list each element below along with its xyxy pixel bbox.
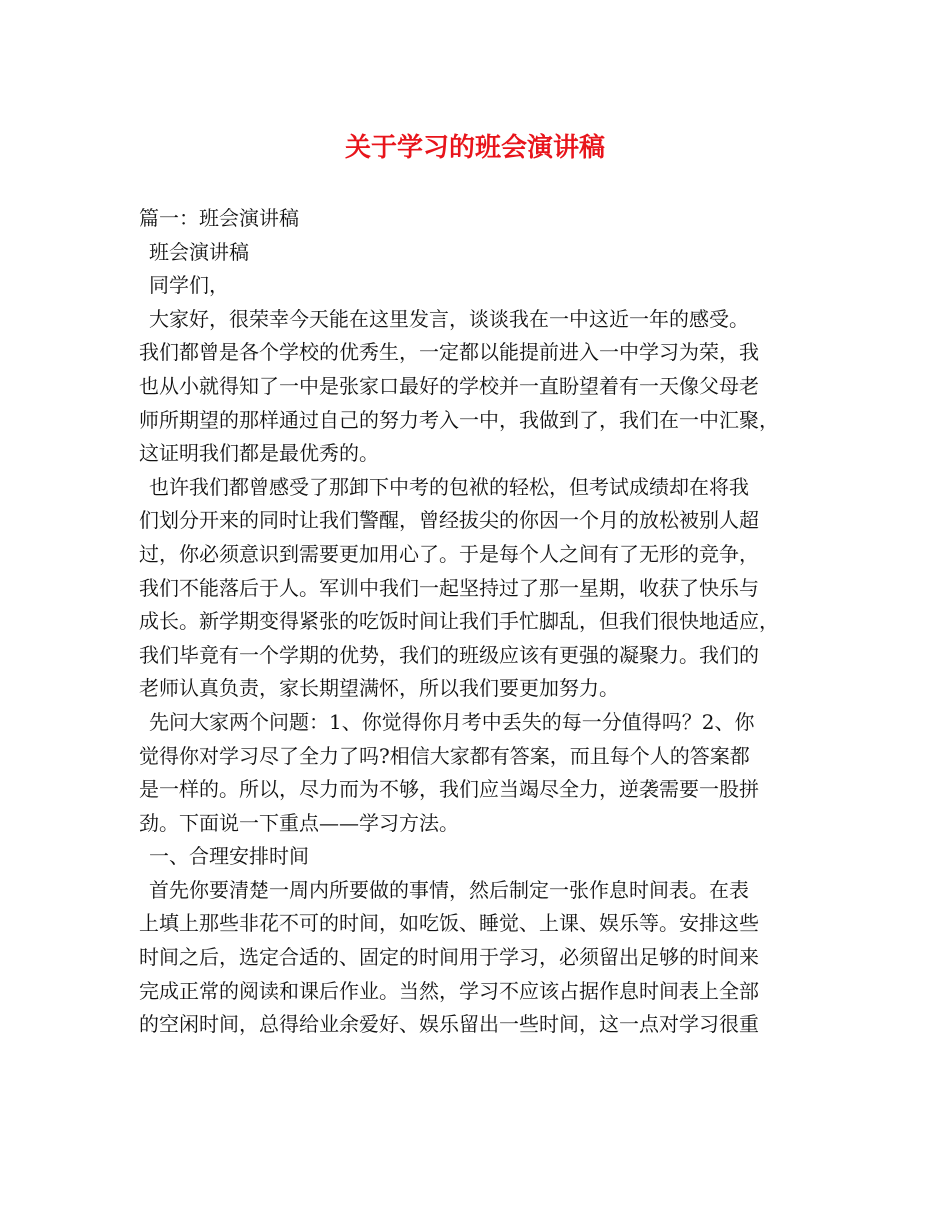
body-line: 过，你必须意识到需要更加用心了。于是每个人之间有了无形的竞争，: [139, 541, 759, 566]
body-line: 也许我们都曾感受了那卸下中考的包袱的轻松，但考试成绩却在将我: [149, 474, 749, 499]
body-line: 同学们，: [149, 273, 229, 298]
body-line: 的空闲时间，总得给业余爱好、娱乐留出一些时间，这一点对学习很重: [139, 1012, 759, 1037]
body-line: 这证明我们都是最优秀的。: [139, 441, 379, 466]
body-line: 完成正常的阅读和课后作业。当然，学习不应该占据作息时间表上全部: [139, 978, 759, 1003]
document-title: 关于学习的班会演讲稿: [344, 133, 605, 163]
document-body: [139, 202, 839, 1042]
body-line: 大家好，很荣幸今天能在这里发言，谈谈我在一中这近一年的感受。: [149, 306, 749, 331]
body-line: 首先你要清楚一周内所要做的事情，然后制定一张作息时间表。在表: [149, 877, 749, 902]
body-line: 班会演讲稿: [149, 239, 249, 264]
body-line: 时间之后，选定合适的、固定的时间用于学习，必须留出足够的时间来: [139, 945, 759, 970]
body-line: 上填上那些非花不可的时间，如吃饭、睡觉、上课、娱乐等。安排这些: [139, 911, 759, 936]
body-line: 也从小就得知了一中是张家口最好的学校并一直盼望着有一天像父母老: [139, 373, 759, 398]
section-heading: 一、合理安排时间: [149, 844, 309, 869]
body-line: 觉得你对学习尽了全力了吗?相信大家都有答案，而且每个人的答案都: [139, 743, 750, 768]
body-line: 是一样的。所以，尽力而为不够，我们应当竭尽全力，逆袭需要一股拼: [139, 777, 759, 802]
body-line: 劲。下面说一下重点——学习方法。: [139, 810, 459, 835]
body-line: 我们都曾是各个学校的优秀生，一定都以能提前进入一中学习为荣，我: [139, 340, 759, 365]
body-line: 篇一：班会演讲稿: [139, 206, 299, 230]
body-line: 成长。新学期变得紧张的吃饭时间让我们手忙脚乱，但我们很快地适应，: [139, 609, 779, 634]
body-line: 们划分开来的同时让我们警醒，曾经拔尖的你因一个月的放松被别人超: [139, 508, 759, 533]
body-line: 我们不能落后于人。军训中我们一起坚持过了那一星期，收获了快乐与: [139, 575, 759, 600]
body-line: 先问大家两个问题：1、你觉得你月考中丢失的每一分值得吗？2、你: [149, 709, 755, 734]
body-line: 老师认真负责，家长期望满怀，所以我们要更加努力。: [139, 676, 619, 701]
body-line: 师所期望的那样通过自己的努力考入一中，我做到了，我们在一中汇聚，: [139, 407, 779, 432]
body-line: 我们毕竟有一个学期的优势，我们的班级应该有更强的凝聚力。我们的: [139, 642, 759, 667]
